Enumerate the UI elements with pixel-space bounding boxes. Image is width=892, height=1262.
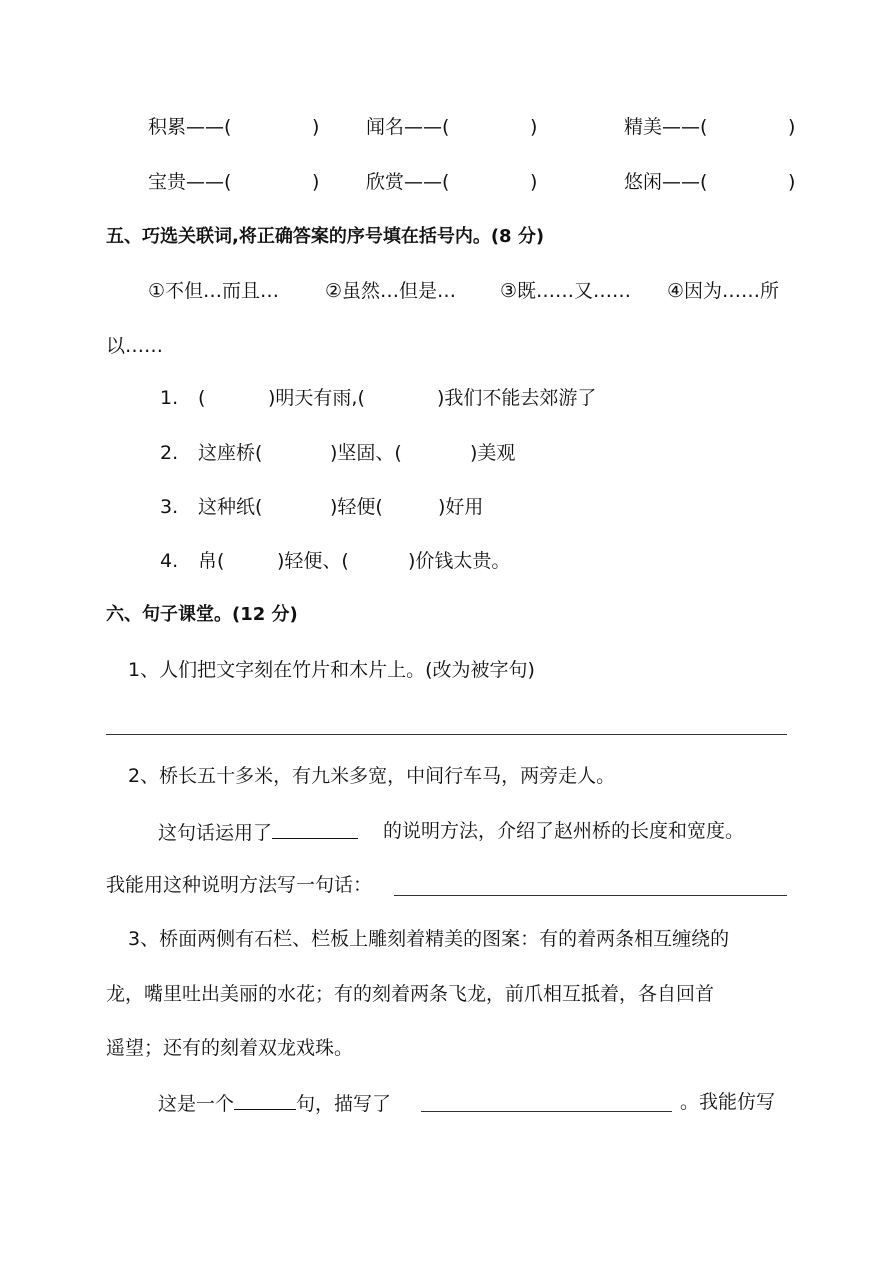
question-3-prompt-end: 。我能仿写 xyxy=(680,1091,776,1113)
antonym-item: 精美——( xyxy=(624,116,708,138)
item-number: 2. xyxy=(160,442,179,464)
antonym-item: 积累——( xyxy=(148,116,232,138)
item-number: 4. xyxy=(160,550,179,572)
conjunction-option: ④因为……所 xyxy=(667,280,780,302)
answer-line[interactable] xyxy=(394,895,787,896)
antonym-close: ) xyxy=(788,116,796,138)
answer-blank[interactable] xyxy=(272,818,358,839)
question-2-prompt-end: 的说明方法，介绍了赵州桥的长度和宽度。 xyxy=(383,820,745,842)
answer-line[interactable] xyxy=(421,1111,672,1112)
conjunction-option: ③既……又…… xyxy=(500,280,632,302)
question-3-line: 遥望；还有的刻着双龙戏珠。 xyxy=(106,1037,354,1059)
antonym-close: ) xyxy=(312,171,320,193)
conjunction-option: ①不但…而且… xyxy=(148,280,280,302)
question-2-write-prompt: 我能用这种说明方法写一句话： xyxy=(106,874,373,896)
answer-line[interactable] xyxy=(106,734,787,735)
item-number: 3. xyxy=(160,496,179,518)
item-part: )我们不能去郊游了 xyxy=(437,387,597,409)
antonym-item: 闻名——( xyxy=(366,116,450,138)
antonym-close: ) xyxy=(530,171,538,193)
item-part: 这种纸( xyxy=(198,496,263,518)
antonym-item: 宝贵——( xyxy=(148,171,232,193)
item-part: )轻便( xyxy=(330,496,383,518)
conjunction-option: ②虽然…但是… xyxy=(325,280,457,302)
question-1: 1、人们把文字刻在竹片和木片上。(改为被字句) xyxy=(128,659,535,681)
item-part: )美观 xyxy=(470,442,516,464)
item-part: 帛( xyxy=(198,550,225,572)
item-number: 1. xyxy=(160,387,179,409)
question-2: 2、桥长五十多米，有九米多宽，中间行车马，两旁走人。 xyxy=(128,765,616,787)
item-part: )明天有雨,( xyxy=(268,387,365,409)
answer-blank[interactable] xyxy=(234,1089,296,1110)
item-part: )轻便、( xyxy=(277,550,349,572)
question-3-line: 龙，嘴里吐出美丽的水花；有的刻着两条飞龙，前爪相互抵着，各自回首 xyxy=(106,983,715,1005)
antonym-close: ) xyxy=(788,171,796,193)
section-5-heading: 五、巧选关联词,将正确答案的序号填在括号内。(8 分) xyxy=(106,226,545,247)
item-part: )价钱太贵。 xyxy=(408,550,511,572)
antonym-item: 悠闲——( xyxy=(624,171,708,193)
antonym-item: 欣赏——( xyxy=(366,171,450,193)
section-6-heading: 六、句子课堂。(12 分) xyxy=(106,604,298,625)
antonym-close: ) xyxy=(312,116,320,138)
item-part: )好用 xyxy=(438,496,484,518)
conjunction-option-continued: 以…… xyxy=(106,335,164,357)
item-part: )坚固、( xyxy=(330,442,402,464)
item-part: ( xyxy=(198,387,206,409)
question-3-prompt: 这是一个 句，描写了 xyxy=(158,1089,391,1117)
question-2-prompt: 这句话运用了 xyxy=(158,818,358,846)
question-3-line: 3、桥面两侧有石栏、栏板上雕刻着精美的图案：有的着两条相互缠绕的 xyxy=(128,928,730,950)
antonym-close: ) xyxy=(530,116,538,138)
item-part: 这座桥( xyxy=(198,442,263,464)
